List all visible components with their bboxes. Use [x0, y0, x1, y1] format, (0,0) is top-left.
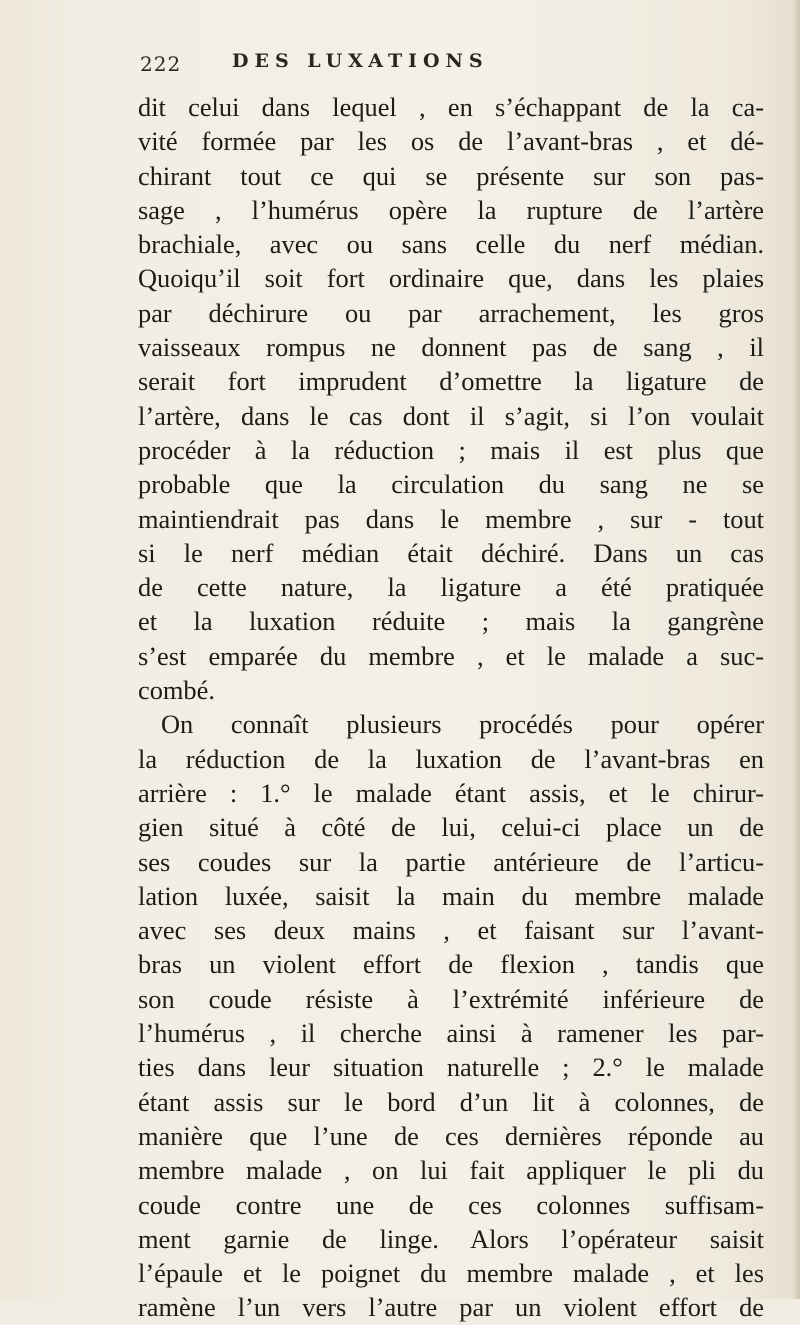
- text-line: son coude résiste à l’extrémité inférieure de: [138, 983, 764, 1014]
- text-line: brachiale, avec ou sans celle du nerf médian.: [138, 229, 764, 260]
- text-line: si le nerf médian était déchiré. Dans un cas: [138, 537, 764, 568]
- text-line: ramène l’un vers l’autre par un violent effort de: [138, 1292, 764, 1323]
- text-line: procéder à la réduction ; mais il est plus que: [138, 434, 764, 465]
- text-line: maintiendrait pas dans le membre , sur - tout: [138, 503, 764, 534]
- text-line: gien situé à côté de lui, celui-ci place un de: [138, 812, 764, 843]
- text-line: et la luxation réduite ; mais la gangrène: [138, 606, 764, 637]
- text-line: manière que l’une de ces dernières réponde au: [138, 1120, 764, 1151]
- text-line: On connaît plusieurs procédés pour opérer: [161, 709, 764, 740]
- text-line: ment garnie de linge. Alors l’opérateur saisit: [138, 1223, 764, 1254]
- text-line: lation luxée, saisit la main du membre malade: [138, 880, 764, 911]
- page-header: [140, 46, 640, 86]
- text-line: l’artère, dans le cas dont il s’agit, si l’on voulait: [138, 400, 764, 431]
- text-line: sage , l’humérus opère la rupture de l’artère: [138, 194, 764, 225]
- running-title: DES LUXATIONS: [232, 50, 489, 72]
- page-edge-shadow: [792, 0, 800, 1299]
- text-line: membre malade , on lui fait appliquer le pli du: [138, 1155, 764, 1186]
- text-line: probable que la circulation du sang ne se: [138, 469, 764, 500]
- text-line: avec ses deux mains , et faisant sur l’avant-: [138, 915, 764, 946]
- text-line: ses coudes sur la partie antérieure de l’articu-: [138, 846, 764, 877]
- text-line: Quoiqu’il soit fort ordinaire que, dans les plaies: [138, 263, 764, 294]
- text-line: ties dans leur situation naturelle ; 2.° le malade: [138, 1052, 764, 1083]
- text-line: dit celui dans lequel , en s’échappant de la ca-: [138, 92, 764, 122]
- text-line: bras un violent effort de flexion , tandis que: [138, 949, 764, 980]
- text-line: par déchirure ou par arrachement, les gros: [138, 297, 764, 328]
- text-line: chirant tout ce qui se présente sur son pas-: [138, 160, 764, 191]
- text-line: vité formée par les os de l’avant-bras , et dé-: [138, 126, 764, 157]
- text-line: arrière : 1.° le malade étant assis, et le chirur-: [138, 777, 764, 808]
- text-line: serait fort imprudent d’omettre la ligature de: [138, 366, 764, 397]
- body-text: [138, 90, 764, 1325]
- text-line: vaisseaux rompus ne donnent pas de sang , il: [138, 332, 764, 363]
- text-line: s’est emparée du membre , et le malade a suc-: [138, 640, 764, 671]
- text-line: de cette nature, la ligature a été pratiquée: [138, 572, 764, 603]
- page-number: 222: [140, 52, 182, 76]
- text-line: combé.: [138, 675, 215, 706]
- text-line: l’humérus , il cherche ainsi à ramener les par-: [138, 1018, 764, 1049]
- text-line: coude contre une de ces colonnes suffisam-: [138, 1189, 764, 1220]
- text-line: la réduction de la luxation de l’avant-bras en: [138, 743, 764, 774]
- text-line: l’épaule et le poignet du membre malade , et les: [138, 1258, 764, 1289]
- text-line: étant assis sur le bord d’un lit à colonnes, de: [138, 1086, 764, 1117]
